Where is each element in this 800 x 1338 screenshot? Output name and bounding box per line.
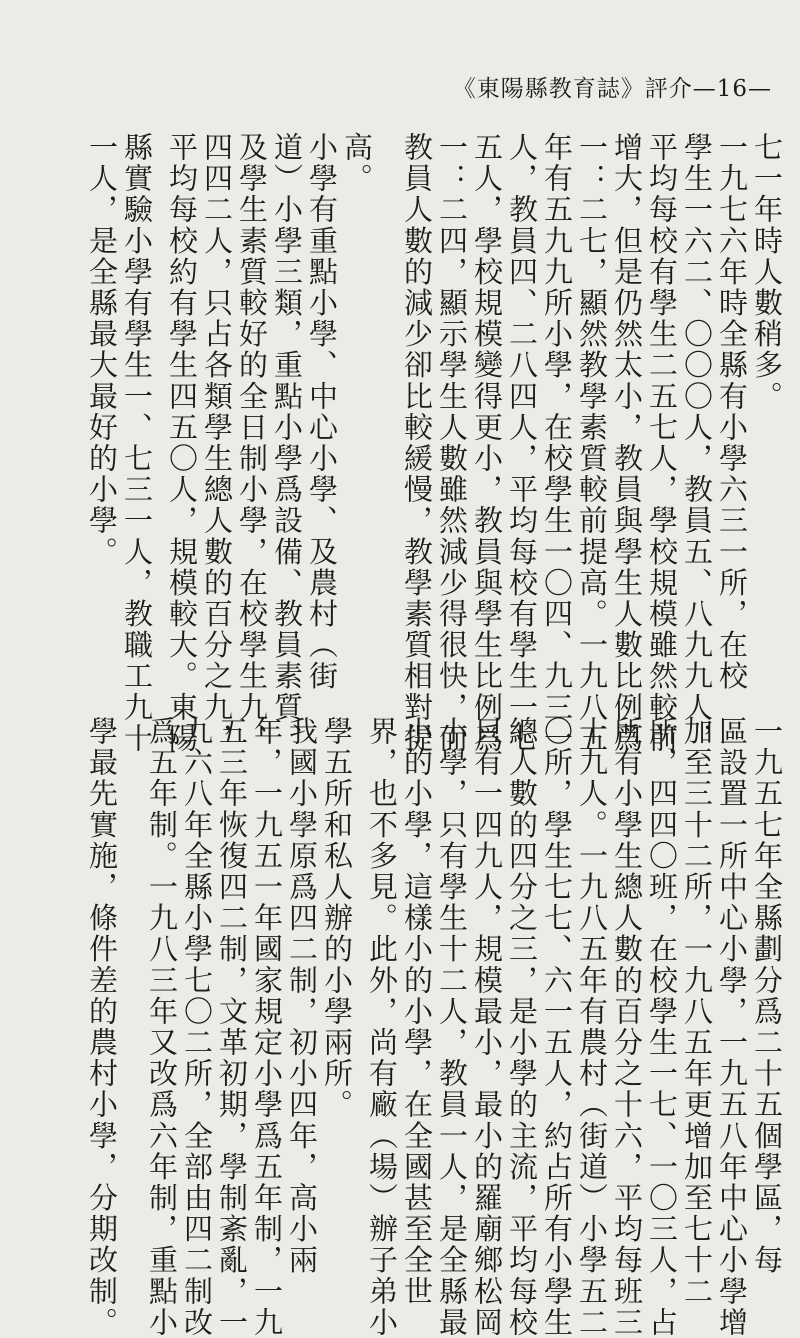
text-column: 〇所，學生七七、六一五人，約占所有小學生 — [540, 716, 574, 1338]
text-column: 及學生素質較好的全日制小學，在校學生九、 — [235, 132, 269, 754]
text-column: 四四二人，只占各類學生總人數的百分之九， — [200, 132, 234, 754]
text-column: 道）小學三類，重點小學爲設備、教員素質、 — [270, 132, 304, 754]
text-column: 九六八年全縣小學七〇二所，全部由四二制改 — [180, 716, 214, 1338]
text-column: 小的小學，這樣小的小學，在全國甚至全世 — [400, 716, 434, 1307]
text-column: 一：二四，顯示學生人數雖然減少得很快，而 — [435, 132, 469, 754]
text-column: 五人，學校規模變得更小，教員與學生比例爲 — [470, 132, 504, 754]
text-column: 七一年時人數稍多。 — [750, 132, 784, 412]
text-column: 人，教員四、二八四人，平均每校有學生一七 — [505, 132, 539, 754]
text-column: 一：二七，顯然教學素質較前提高。一九八五 — [575, 132, 609, 754]
text-column: 平均每校約有學生四五〇人，規模較大。東陽 — [165, 132, 199, 754]
text-column: 學生一六二、〇〇〇人，教員五、八九九人， — [680, 132, 714, 754]
text-column: 高。 — [340, 132, 374, 195]
text-column: 學五所和私人辦的小學兩所。 — [320, 716, 354, 1121]
text-column: 平均每校有學生二五七人，學校規模雖然較前 — [645, 132, 679, 754]
text-column: 只有一四九人，規模最小，最小的羅廟鄉松岡 — [470, 716, 504, 1338]
text-column: 爲五年制。一九八三年又改爲六年制，重點小 — [145, 716, 179, 1338]
text-column: 年有五九九所小學，在校學生一〇四、九三一 — [540, 132, 574, 754]
text-column: 小學有重點小學、中心小學、及農村（街 — [305, 132, 339, 692]
text-column: 五三年恢復四二制，文革初期，學制紊亂，一 — [215, 716, 249, 1338]
text-column: 所有小學生總人數的百分之十六，平均每班三 — [610, 716, 644, 1338]
running-header: 《東陽縣教育誌》評介—16— — [452, 76, 772, 102]
text-column: 教員人數的減少卻比較緩慢，教學素質相對提 — [400, 132, 434, 754]
text-column: 一九五七年全縣劃分爲二十五個學區，每 — [750, 716, 784, 1276]
text-column: 所，四四〇班，在校學生一七、一〇三人，占 — [645, 716, 679, 1338]
text-column: 縣實驗小學有學生一、七三一人，教職工九十 — [120, 132, 154, 754]
text-column: 十九人。一九八五年有農村（街道）小學五二 — [575, 716, 609, 1338]
text-column: 小學，只有學生十二人，教員一人，是全縣最 — [435, 716, 469, 1338]
text-column: 加至三十二所，一九八五年更增加至七十二 — [680, 716, 714, 1307]
text-column: 一九七六年時全縣有小學六三一所，在校 — [715, 132, 749, 692]
text-column: 界，也不多見。此外，尚有廠（場）辦子弟小 — [365, 716, 399, 1338]
text-column: 增大，但是仍然太小，教員與學生人數比例爲 — [610, 132, 644, 754]
text-column: 年，一九五一年國家規定小學爲五年制，一九 — [250, 716, 284, 1338]
text-column: 我國小學原爲四二制，初小四年，高小兩 — [285, 716, 319, 1276]
text-column: 總人數的四分之三，是小學的主流，平均每校 — [505, 716, 539, 1338]
text-column: 區設置一所中心小學，一九五八年中心小學增 — [715, 716, 749, 1338]
text-column: 學最先實施，條件差的農村小學，分期改制。 — [85, 716, 119, 1338]
text-column: 一人，是全縣最大最好的小學。 — [85, 132, 119, 568]
